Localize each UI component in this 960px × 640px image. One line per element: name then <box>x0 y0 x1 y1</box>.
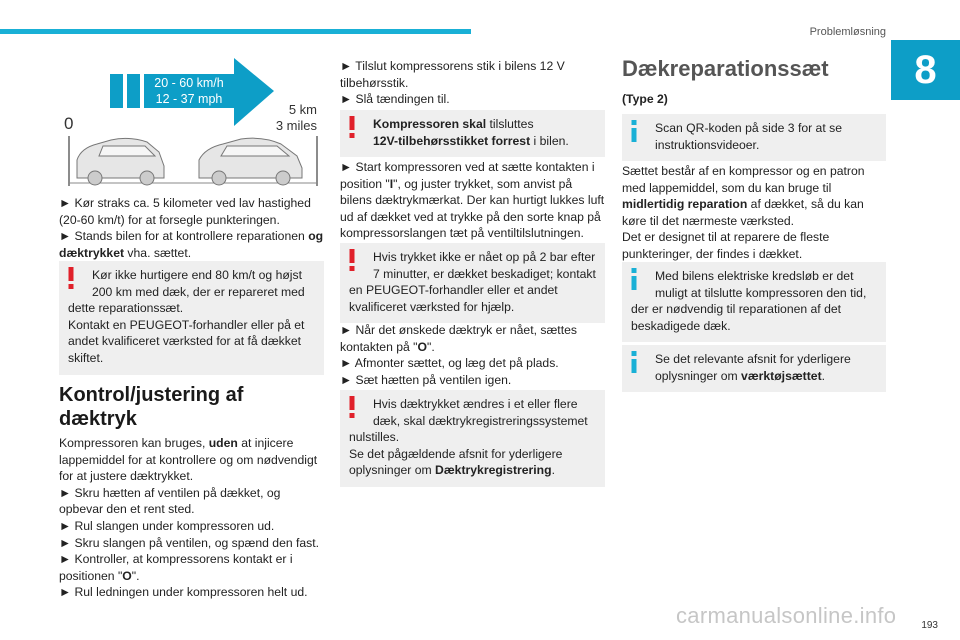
exclamation-icon <box>68 267 74 289</box>
note-line: 200 km med dæk, der er repareret med <box>92 284 305 299</box>
type-label: (Type 2) <box>622 92 668 106</box>
text-bold: O <box>122 568 132 583</box>
text-bold: I <box>389 176 394 191</box>
note-line: dæk, skal dæktrykregistreringssystemet <box>373 413 588 428</box>
section-title: Dækreparationssæt <box>622 56 829 81</box>
note-paragraph: Kontakt en PEUGEOT-forhandler eller på et andet kvalificeret værksted for at få dækket skiftet. <box>68 317 305 365</box>
text-bold: 12V-tilbehørsstikket forrest <box>373 133 531 148</box>
text-span: at injicere lappemiddel for at kontrollere og om nødvendigt for at justere dæktrykket. <box>59 436 318 484</box>
text-span: Kompressoren kan bruges, <box>59 436 209 450</box>
note-line: Hvis dæktrykket ændres i et eller flere <box>373 397 578 411</box>
text-span: . <box>551 463 555 478</box>
step <box>59 551 324 584</box>
warning-note <box>59 261 324 375</box>
chapter-title: Problemløsning <box>809 26 886 38</box>
text-span: ", og juster trykket, som anvist på bilens dæktrykmærkat. Der kan hurtigt lukkes luft ud af dækket ved at trykke på den sorte knap på kompressorslangen tæt på ventiltilslutningen. <box>340 176 605 241</box>
speed-distance-illustration <box>59 56 324 191</box>
text-span: ► Stands bilen for at kontrollere reparationen <box>59 229 309 244</box>
step: ► Rul slangen under kompressoren ud. <box>59 518 275 533</box>
note-line <box>631 368 877 385</box>
note-paragraph <box>349 446 596 479</box>
info-note <box>622 262 886 342</box>
page-number: 193 <box>921 620 938 631</box>
text-span: i bilen. <box>530 133 569 148</box>
paragraph <box>622 163 886 229</box>
text-span: ► Når det ønskede dæktryk er nået, sættes kontakten på " <box>340 323 577 354</box>
note-line <box>349 116 596 133</box>
note-line: muligt at tilslutte kompressoren den tid, <box>655 285 867 300</box>
car-rear-icon <box>77 138 164 185</box>
section-intro <box>59 435 324 485</box>
step <box>340 159 605 242</box>
step: ► Skru slangen på ventilen, og spænd den fast. <box>59 535 320 550</box>
section-title: Kontrol/justering af dæktryk <box>59 384 244 430</box>
text-span: ". <box>131 568 140 583</box>
text-span: oplysninger om <box>655 368 742 383</box>
text-span: tilsluttes <box>486 117 534 131</box>
text-bold: O <box>417 339 427 354</box>
exclamation-icon <box>349 116 355 138</box>
step: ► Sæt hætten på ventilen igen. <box>340 372 512 387</box>
note-line <box>349 133 596 150</box>
text-bold: værktøjsættet <box>741 368 822 383</box>
note-line: 7 minutter, er dækket beskadiget; kontakt <box>373 266 596 281</box>
speed-kmh-label: 20 - 60 km/h <box>154 76 224 90</box>
step: ► Rul ledningen under kompressoren helt ud. <box>59 585 308 600</box>
start-label: 0 <box>64 114 74 133</box>
text-bold: uden <box>208 436 238 450</box>
text-bold: Kompressoren skal <box>373 117 487 131</box>
note-line: Med bilens elektriske kredsløb er det <box>655 269 854 283</box>
warning-note <box>340 390 605 487</box>
text-bold: og dæktrykket <box>59 229 324 260</box>
note-line: Se det relevante afsnit for yderligere <box>655 352 851 366</box>
info-note <box>622 114 886 161</box>
note-line: instruktionsvideoer. <box>655 137 760 152</box>
chapter-number: 8 <box>891 40 960 100</box>
note-line: nulstilles. <box>349 430 400 445</box>
text-span: ". <box>427 339 435 354</box>
text-span: Se det pågældende afsnit for yderligere oplysninger om <box>349 446 563 478</box>
note-line: en PEUGEOT-forhandler eller et andet kvalificeret værksted for hjælp. <box>349 283 558 314</box>
step: ► Afmonter sættet, og læg det på plads. <box>340 356 559 371</box>
step <box>340 322 605 355</box>
text-bold: Dæktrykregistrering <box>435 463 552 478</box>
note-line: dette reparationssæt. <box>68 301 184 316</box>
speed-mph-label: 12 - 37 mph <box>155 92 223 106</box>
note-line: Kør ikke hurtigere end 80 km/t og højst <box>92 268 302 282</box>
warning-note <box>340 243 605 323</box>
step: ► Slå tændingen til. <box>340 92 450 107</box>
exclamation-icon <box>349 249 355 271</box>
text-span: af dækket, så du kan køre til det nærmeste værksted. <box>622 197 864 228</box>
info-icon <box>631 268 637 290</box>
step: ► Skru hætten af ventilen på dækket, og opbevar den et rent sted. <box>59 485 281 517</box>
info-icon <box>631 351 637 373</box>
instruction-stop <box>59 228 324 261</box>
watermark: carmanualsonline.info <box>676 603 897 628</box>
text-span: Sættet består af en kompressor og en patron med lappemiddel, som du kan bruge til <box>622 164 865 195</box>
header-accent-bar <box>0 29 471 34</box>
text-span: vha. sættet. <box>124 245 192 260</box>
note-line: Scan QR-koden på side 3 for at se <box>655 121 842 135</box>
distance-km-label: 5 km <box>288 102 317 117</box>
text-span: ► Start kompressoren ved at sætte kontakten i position " <box>340 160 595 191</box>
note-line: Hvis trykket ikke er nået op på 2 bar efter <box>373 250 596 264</box>
distance-miles-label: 3 miles <box>275 118 317 133</box>
instruction-drive: ► Kør straks ca. 5 kilometer ved lav hastighed (20-60 km/t) for at forsegle punkteringen. <box>59 196 311 227</box>
warning-note <box>340 110 605 157</box>
note-line: der er nødvendig til reparationen af det beskadigede dæk. <box>631 302 842 333</box>
paragraph: Det er designet til at reparere de fleste punkteringer, der findes i dækket. <box>622 230 830 261</box>
text-bold: midlertidig reparation <box>622 197 748 212</box>
text-span: . <box>821 368 826 383</box>
step: ► Tilslut kompressorens stik i bilens 12 V tilbehørsstik. <box>340 59 565 90</box>
car-front-icon <box>199 138 302 185</box>
info-icon <box>631 120 637 142</box>
info-note <box>622 345 886 392</box>
text-span: ► Kontroller, at kompressorens kontakt er i positionen " <box>59 552 293 583</box>
exclamation-icon <box>349 396 355 418</box>
